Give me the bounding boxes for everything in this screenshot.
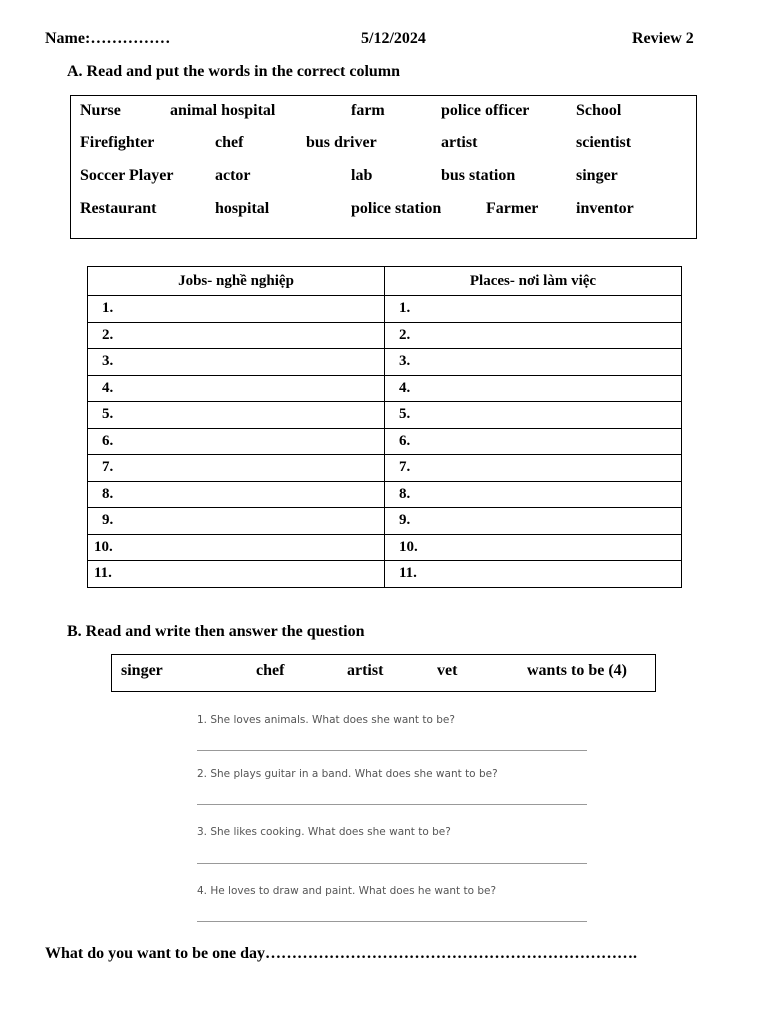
jobs-cell[interactable]: 11. [88, 561, 385, 588]
section-a-title: A. Read and put the words in the correct column [67, 63, 401, 80]
question-3: 3. She likes cooking. What does she want to be? [197, 826, 451, 838]
answer-line-1[interactable] [197, 750, 587, 751]
word-item: police station [351, 200, 442, 217]
word-item: chef [215, 134, 244, 151]
word-item: bus station [441, 167, 516, 184]
places-cell[interactable]: 2. [385, 322, 682, 349]
word-item: actor [215, 167, 251, 184]
word-item: lab [351, 167, 373, 184]
section-b-title: B. Read and write then answer the question [67, 623, 365, 640]
word-item: police officer [441, 102, 530, 119]
word-item: singer [576, 167, 618, 184]
table-row [88, 481, 682, 508]
answer-line-4[interactable] [197, 921, 587, 922]
question-4: 4. He loves to draw and paint. What does he want to be? [197, 885, 497, 897]
table-row [88, 508, 682, 535]
places-cell[interactable]: 10. [385, 534, 682, 561]
answer-line-2[interactable] [197, 804, 587, 805]
places-column-header: Places- nơi làm việc [385, 267, 682, 296]
jobs-cell[interactable]: 7. [88, 455, 385, 482]
word-item: animal hospital [170, 102, 276, 119]
word-item: bus driver [306, 134, 377, 151]
jobs-places-table [87, 266, 682, 588]
question-2: 2. She plays guitar in a band. What does she want to be? [197, 768, 498, 780]
places-cell[interactable]: 9. [385, 508, 682, 535]
word-item: Soccer Player [80, 167, 174, 184]
table-row [88, 349, 682, 376]
jobs-cell[interactable]: 5. [88, 402, 385, 429]
jobs-cell[interactable]: 9. [88, 508, 385, 535]
jobs-cell[interactable]: 8. [88, 481, 385, 508]
word-item: hospital [215, 200, 270, 217]
table-row [88, 561, 682, 588]
word-item: School [576, 102, 622, 119]
places-cell[interactable]: 6. [385, 428, 682, 455]
places-cell[interactable]: 4. [385, 375, 682, 402]
table-row [88, 296, 682, 323]
word-item: Farmer [486, 200, 539, 217]
answer-line-3[interactable] [197, 863, 587, 864]
places-cell[interactable]: 1. [385, 296, 682, 323]
word-item: scientist [576, 134, 632, 151]
word-item: Restaurant [80, 200, 157, 217]
word-item: artist [441, 134, 478, 151]
date-text: 5/12/2024 [361, 30, 426, 47]
jobs-cell[interactable]: 2. [88, 322, 385, 349]
jobs-cell[interactable]: 3. [88, 349, 385, 376]
box-word: vet [437, 662, 458, 679]
question-1: 1. She loves animals. What does she want to be? [197, 714, 455, 726]
name-field-label: Name:…………… [45, 30, 171, 47]
places-cell[interactable]: 3. [385, 349, 682, 376]
table-row [88, 455, 682, 482]
final-question: What do you want to be one day……………………………………………………………. [45, 945, 638, 962]
word-bank-box [70, 95, 697, 239]
table-row [88, 402, 682, 429]
jobs-cell[interactable]: 4. [88, 375, 385, 402]
word-item: inventor [576, 200, 634, 217]
jobs-cell[interactable]: 1. [88, 296, 385, 323]
box-word: singer [121, 662, 163, 679]
box-word: chef [256, 662, 285, 679]
review-label: Review 2 [632, 30, 694, 47]
box-word: wants to be (4) [527, 662, 627, 679]
jobs-cell[interactable]: 6. [88, 428, 385, 455]
table-row [88, 428, 682, 455]
word-item: Firefighter [80, 134, 155, 151]
places-cell[interactable]: 8. [385, 481, 682, 508]
table-row [88, 534, 682, 561]
places-cell[interactable]: 5. [385, 402, 682, 429]
places-cell[interactable]: 11. [385, 561, 682, 588]
word-item: Nurse [80, 102, 121, 119]
jobs-column-header: Jobs- nghề nghiệp [88, 267, 385, 296]
table-row [88, 375, 682, 402]
table-row [88, 322, 682, 349]
box-word: artist [347, 662, 384, 679]
word-item: farm [351, 102, 385, 119]
jobs-cell[interactable]: 10. [88, 534, 385, 561]
answer-word-box [111, 654, 656, 692]
places-cell[interactable]: 7. [385, 455, 682, 482]
